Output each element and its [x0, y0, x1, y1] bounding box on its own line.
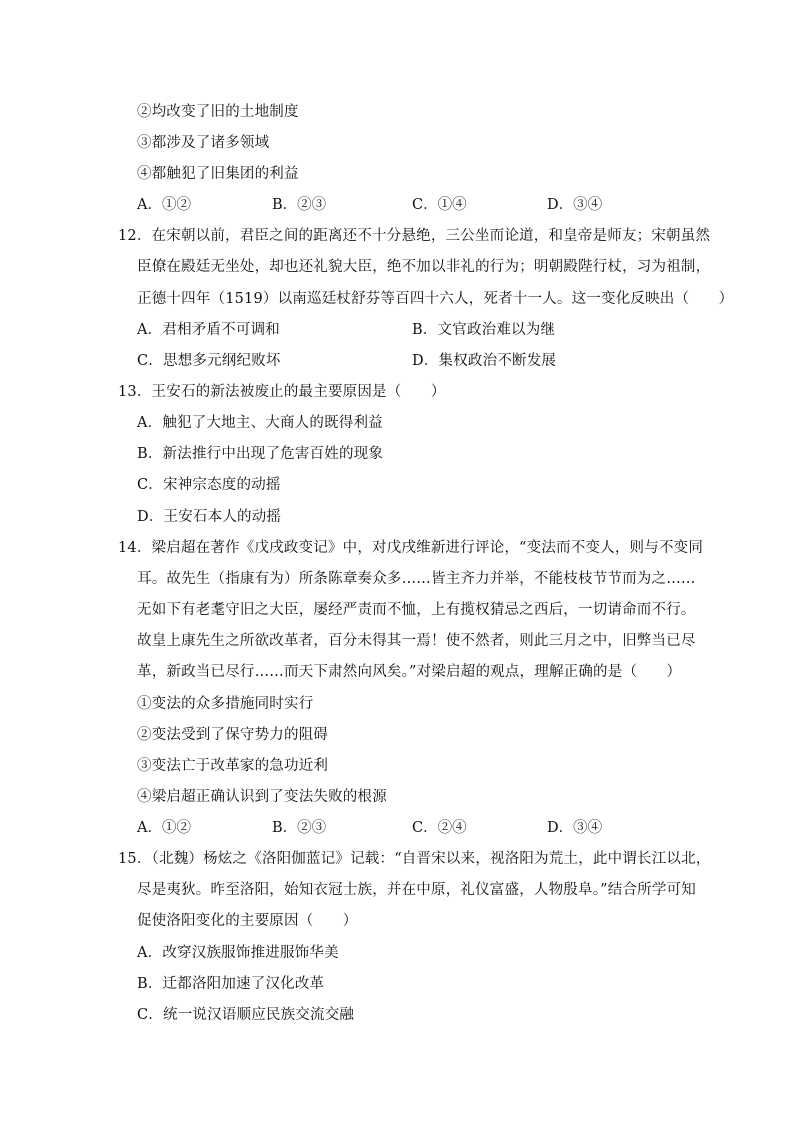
question-stem-line: 促使洛阳变化的主要原因（ ） [137, 913, 358, 929]
question-stem-line: 正德十四年（1519）以南巡廷杖舒芬等百四十六人，死者十一人。这一变化反映出（ ） [137, 291, 734, 307]
option-c[interactable]: C．统一说汉语顺应民族交流交融 [137, 1007, 355, 1023]
question-stem-line: 13．王安石的新法被废止的最主要原因是（ ） [118, 384, 446, 400]
statement-2: ②均改变了旧的土地制度 [137, 104, 299, 120]
option-a[interactable]: A．①② [137, 820, 191, 836]
option-d[interactable]: D．王安石本人的动摇 [137, 509, 282, 525]
option-c[interactable]: C．思想多元纲纪败坏 [137, 353, 281, 369]
statement-4: ④都触犯了旧集团的利益 [137, 166, 299, 182]
statement-3: ③都涉及了诸多领域 [137, 135, 270, 151]
question-stem-line: 15．（北魏）杨炫之《洛阳伽蓝记》记载：“自晋宋以来，视洛阳为荒土，此中谓长江以北， [118, 851, 711, 867]
statement-4: ④梁启超正确认识到了变法失败的根源 [137, 789, 387, 805]
option-d[interactable]: D．③④ [547, 197, 603, 213]
option-b[interactable]: B．文官政治难以为继 [412, 322, 556, 338]
option-b[interactable]: B．②③ [272, 197, 327, 213]
question-stem-line: 14．梁启超在著作《戊戌政变记》中，对戊戌维新进行评论，“变法而不变人，则与不变同 [118, 540, 704, 556]
option-c[interactable]: C．②④ [412, 820, 467, 836]
option-b[interactable]: B．②③ [272, 820, 327, 836]
option-b[interactable]: B．迁都洛阳加速了汉化改革 [137, 976, 325, 992]
question-stem-line: 故皇上康先生之所欲改革者，百分未得其一焉！使不然者，则此三月之中，旧弊当已尽 [137, 633, 696, 649]
option-d[interactable]: D．③④ [547, 820, 603, 836]
option-a[interactable]: A．君相矛盾不可调和 [137, 322, 280, 338]
question-stem-line: 臣僚在殿廷无坐处，却也还礼貌大臣，绝不加以非礼的行为；明朝殿陛行杖，习为祖制， [137, 259, 711, 275]
option-a[interactable]: A．触犯了大地主、大商人的既得利益 [137, 415, 383, 431]
question-stem-line: 无如下有老耄守旧之大臣，屡经严责而不恤，上有揽权猜忌之西后，一切请命而不行。 [137, 602, 696, 618]
statement-3: ③变法亡于改革家的急功近利 [137, 758, 329, 774]
option-a[interactable]: A．改穿汉族服饰推进服饰华美 [137, 945, 339, 961]
option-a[interactable]: A．①② [137, 197, 191, 213]
statement-1: ①变法的众多措施同时实行 [137, 696, 314, 712]
option-b[interactable]: B．新法推行中出现了危害百姓的现象 [137, 446, 384, 462]
statement-2: ②变法受到了保守势力的阻碍 [137, 727, 329, 743]
question-stem-line: 12．在宋朝以前，君臣之间的距离还不十分悬绝，三公坐而论道，和皇帝是师友；宋朝虽然 [118, 228, 711, 244]
option-d[interactable]: D．集权政治不断发展 [412, 353, 557, 369]
option-c[interactable]: C．①④ [412, 197, 467, 213]
question-stem-line: 革，新政当已尽行……而天下肃然向风矣。”对梁启超的观点，理解正确的是（ ） [137, 664, 682, 680]
option-c[interactable]: C．宋神宗态度的动摇 [137, 477, 281, 493]
question-stem-line: 尽是夷狄。昨至洛阳，始知衣冠士族，并在中原，礼仪富盛，人物殷阜。”结合所学可知 [137, 882, 696, 898]
question-stem-line: 耳。故先生（指康有为）所条陈章奏众多……皆主齐力并举，不能枝枝节节而为之…… [137, 571, 696, 587]
